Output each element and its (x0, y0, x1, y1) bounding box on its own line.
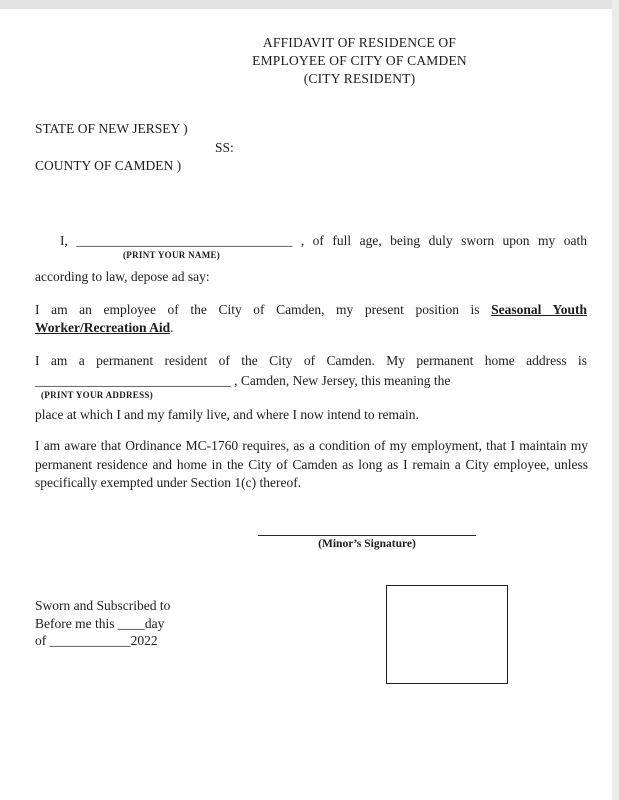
employment-paragraph (35, 301, 587, 337)
signature-label: (Minor’s Signature) (318, 538, 416, 550)
signature-block (258, 520, 476, 550)
ordinance-paragraph: I am aware that Ordinance MC-1760 requires, as a condition of my employment, that I maintain my permanent residence and home in the City of Camden as long as I remain a City employee, unless specifically exempted under Section 1(c) thereof. (35, 438, 588, 490)
oath-lead-in: I, (60, 233, 68, 248)
title-line-1: AFFIDAVIT OF RESIDENCE OF (262, 35, 457, 50)
jurat-line-2: Before me this ____day (35, 615, 165, 631)
residence-paragraph (35, 352, 587, 424)
residence-line-3: place at which I and my family live, and where I now intend to remain. (35, 407, 419, 422)
venue-county: COUNTY OF CAMDEN ) (35, 158, 182, 173)
employment-line-1 (35, 301, 587, 319)
scan-edge-top (0, 0, 619, 9)
oath-continuation: , of full age, being duly sworn upon my oath (300, 233, 587, 248)
residence-line-2 (35, 372, 587, 390)
oath-line-2: according to law, depose ad say: (35, 269, 210, 284)
employment-line-2 (35, 319, 587, 337)
name-blank: ________________________________ (76, 233, 293, 248)
position-title-part-1: Seasonal Youth (491, 302, 588, 317)
address-blank: _____________________________ (35, 373, 231, 388)
venue-state: STATE OF NEW JERSEY ) (35, 121, 188, 136)
employment-text: I am an employee of the City of Camden, my present position is (35, 302, 480, 317)
print-name-label: (PRINT YOUR NAME) (123, 250, 221, 260)
residence-after-blank: , Camden, New Jersey, this meaning the (230, 373, 451, 388)
jurat-line-1: Sworn and Subscribed to (35, 598, 171, 613)
jurat-block (35, 597, 170, 650)
venue-ss: SS: (215, 139, 234, 155)
oath-paragraph (35, 233, 587, 285)
venue-block (35, 120, 234, 176)
oath-line-1 (35, 233, 587, 249)
sentence-period: . (170, 320, 174, 335)
document-title (100, 34, 619, 88)
signature-line (258, 520, 476, 536)
title-line-2: EMPLOYEE OF CITY OF CAMDEN (252, 53, 467, 68)
jurat-line-3: of ____________2022 (35, 633, 158, 648)
print-address-label: (PRINT YOUR ADDRESS) (41, 390, 154, 400)
position-title-part-2: Worker/Recreation Aid (35, 320, 171, 335)
title-line-3: (CITY RESIDENT) (303, 71, 416, 86)
residence-line-1: I am a permanent resident of the City of Camden. My permanent home address is (35, 353, 587, 368)
notary-seal-box (386, 585, 508, 684)
scan-edge-right (612, 0, 619, 800)
